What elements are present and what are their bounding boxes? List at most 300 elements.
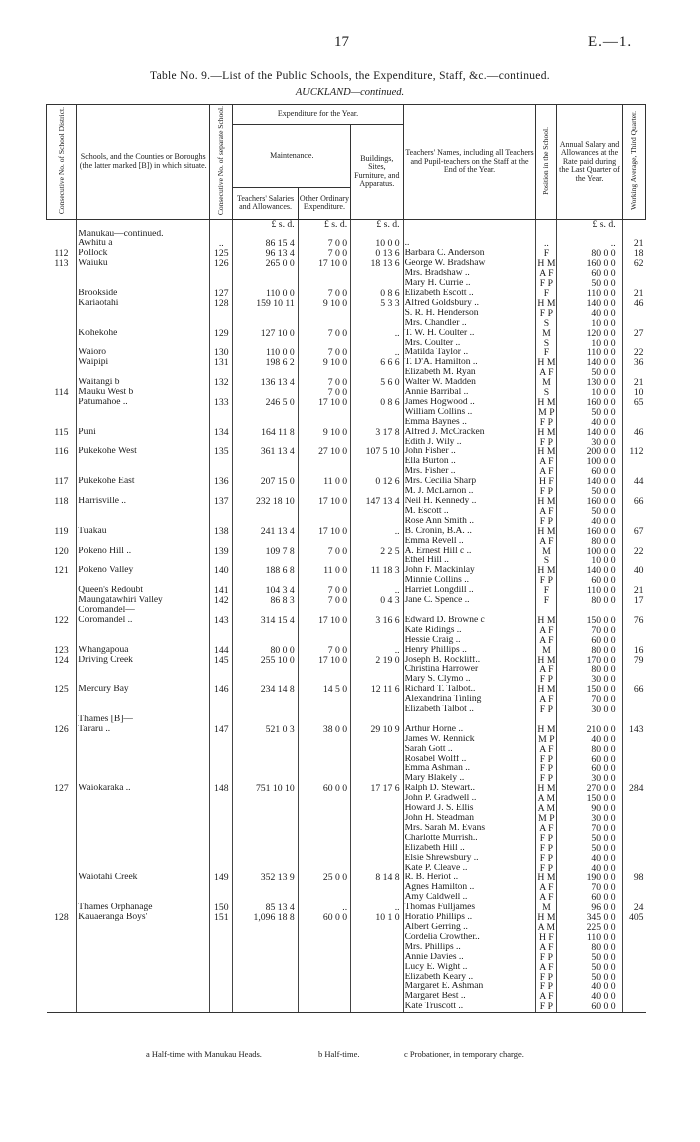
school-number (210, 963, 233, 973)
annual-salary (557, 715, 622, 725)
district-number (47, 230, 77, 240)
table-row (47, 626, 646, 636)
working-average (622, 992, 645, 1002)
teachers-salaries: 96 13 4 (233, 249, 298, 259)
teacher-name: Ella Burton .. (403, 457, 536, 467)
teacher-name: Annie Barribal .. (403, 388, 536, 398)
school-name: Patumahoe .. (77, 398, 210, 408)
teacher-position: F P (536, 309, 557, 319)
school-number: 148 (210, 784, 233, 794)
teacher-position: A F (536, 626, 557, 636)
buildings-expenditure (351, 269, 403, 279)
other-expenditure: 7 0 0 (298, 378, 350, 388)
buildings-expenditure: 3 17 8 (351, 428, 403, 438)
teacher-position: M (536, 903, 557, 913)
other-expenditure: 14 5 0 (298, 685, 350, 695)
annual-salary: 170 0 0 (557, 656, 622, 666)
school-number (210, 368, 233, 378)
school-number: 137 (210, 497, 233, 507)
teacher-position: A F (536, 824, 557, 834)
district-number (47, 695, 77, 705)
working-average (622, 705, 645, 715)
table-row (47, 616, 646, 626)
teacher-name: Barbara C. Anderson (403, 249, 536, 259)
annual-salary: 80 0 0 (557, 745, 622, 755)
working-average (622, 794, 645, 804)
teacher-name: Elizabeth Keary .. (403, 973, 536, 983)
working-average (622, 339, 645, 349)
teachers-salaries (233, 992, 298, 1002)
teacher-position: M (536, 646, 557, 656)
working-average: 21 (622, 289, 645, 299)
buildings-expenditure (351, 418, 403, 428)
annual-salary: 30 0 0 (557, 438, 622, 448)
working-average (622, 408, 645, 418)
teacher-position: F P (536, 279, 557, 289)
school-name: Pokeno Hill .. (77, 547, 210, 557)
teacher-name: Emma Ashman .. (403, 764, 536, 774)
school-name: Queen's Redoubt (77, 586, 210, 596)
district-number (47, 299, 77, 309)
working-average (622, 834, 645, 844)
teacher-position: A F (536, 457, 557, 467)
teacher-position: A M (537, 794, 556, 805)
school-name: Waipipi (77, 358, 210, 368)
teachers-salaries (233, 943, 298, 953)
teacher-position: F P (536, 438, 557, 448)
working-average (622, 864, 645, 874)
school-number (210, 705, 233, 715)
school-name (77, 854, 210, 864)
buildings-expenditure: .. (351, 903, 403, 913)
annual-salary: 96 0 0 (557, 903, 622, 913)
buildings-expenditure (351, 963, 403, 973)
annual-salary: 80 0 0 (557, 646, 622, 656)
working-average: 10 (622, 388, 645, 398)
other-expenditure (298, 507, 350, 517)
school-number (210, 864, 233, 874)
other-expenditure: 7 0 0 (298, 586, 350, 596)
teachers-salaries (233, 963, 298, 973)
annual-salary: 40 0 0 (557, 418, 622, 428)
buildings-expenditure (351, 854, 403, 864)
teacher-name: Elizabeth Talbot .. (403, 705, 536, 715)
teacher-name: Albert Gerring .. (403, 923, 536, 933)
district-number (47, 963, 77, 973)
teachers-salaries (233, 368, 298, 378)
other-expenditure (298, 537, 350, 547)
district-number (47, 834, 77, 844)
district-number: 113 (54, 259, 69, 270)
table-row (47, 695, 646, 705)
unit-label: £ (592, 219, 598, 230)
table-row (47, 477, 646, 487)
district-number (47, 626, 77, 636)
working-average (622, 963, 645, 973)
district-number (47, 457, 77, 467)
school-name (77, 933, 210, 943)
school-number (210, 715, 233, 725)
buildings-expenditure (351, 319, 403, 329)
annual-salary: 30 0 0 (557, 774, 622, 784)
school-name: Waioro (77, 348, 210, 358)
teachers-salaries: 521 0 3 (233, 725, 298, 735)
working-average: 405 (622, 913, 645, 923)
school-name (77, 438, 210, 448)
teacher-position: F P (536, 675, 557, 685)
district-number (47, 943, 77, 953)
table-row (47, 814, 646, 824)
annual-salary: 270 0 0 (557, 784, 622, 794)
teacher-name: James Hogwood .. (403, 398, 536, 408)
working-average (622, 715, 645, 725)
other-expenditure: 7 0 0 (298, 289, 350, 299)
teacher-position: F P (536, 755, 557, 765)
teachers-salaries (233, 695, 298, 705)
other-expenditure: 9 10 0 (298, 358, 350, 368)
teachers-salaries (233, 418, 298, 428)
teachers-salaries (233, 745, 298, 755)
other-expenditure (298, 953, 350, 963)
teachers-salaries: 751 10 10 (233, 784, 298, 794)
buildings-expenditure (351, 764, 403, 774)
other-expenditure (298, 1002, 350, 1012)
teacher-name: Christina Harrower (403, 665, 536, 675)
working-average: 62 (622, 259, 645, 269)
table-row (47, 715, 646, 725)
school-number (210, 675, 233, 685)
school-number (210, 418, 233, 428)
district-number (47, 844, 77, 854)
annual-salary: 140 0 0 (557, 358, 622, 368)
district-number (47, 408, 77, 418)
school-name (77, 794, 210, 804)
teachers-salaries: 136 13 4 (233, 378, 298, 388)
teacher-position: F P (536, 764, 557, 774)
teacher-position: H M (537, 358, 556, 369)
buildings-expenditure (351, 715, 403, 725)
school-name (77, 576, 210, 586)
school-name: Thames [B]— (77, 715, 210, 725)
annual-salary: 160 0 0 (557, 398, 622, 408)
table-row (47, 774, 646, 784)
teachers-salaries (233, 507, 298, 517)
teacher-name: Henry Phillips .. (403, 646, 536, 656)
annual-salary: 80 0 0 (557, 537, 622, 547)
teacher-name: A. Ernest Hill c .. (403, 547, 536, 557)
table-row (47, 824, 646, 834)
teacher-name: T. W. H. Coulter .. (403, 329, 536, 339)
school-number (210, 992, 233, 1002)
other-expenditure (298, 665, 350, 675)
other-expenditure (298, 883, 350, 893)
other-expenditure (298, 457, 350, 467)
working-average (622, 269, 645, 279)
table-row (47, 675, 646, 685)
working-average (622, 735, 645, 745)
school-number (210, 556, 233, 566)
annual-salary: 140 0 0 (557, 299, 622, 309)
table-row (47, 764, 646, 774)
teacher-name (403, 715, 536, 725)
district-number (47, 893, 77, 903)
teacher-name: Alexandrina Tinling (403, 695, 536, 705)
annual-salary: 60 0 0 (557, 636, 622, 646)
working-average: 66 (622, 685, 645, 695)
teachers-salaries: 352 13 9 (233, 873, 298, 883)
working-average: 18 (622, 249, 645, 259)
annual-salary: 60 0 0 (557, 269, 622, 279)
working-average: 21 (622, 239, 645, 249)
school-name (77, 982, 210, 992)
working-average: 17 (622, 596, 645, 606)
school-number (210, 893, 233, 903)
annual-salary: 40 0 0 (557, 309, 622, 319)
annual-salary: 80 0 0 (557, 665, 622, 675)
working-average: 284 (622, 784, 645, 794)
header-working-average: Working Average, Third Quarter. (622, 105, 645, 220)
district-number (47, 794, 77, 804)
buildings-expenditure (351, 408, 403, 418)
other-expenditure: 17 10 0 (298, 398, 350, 408)
school-name: Waiokaraka .. (77, 784, 210, 794)
teacher-position: S (536, 319, 557, 329)
other-expenditure (298, 705, 350, 715)
other-expenditure (298, 992, 350, 1002)
working-average (622, 953, 645, 963)
table-row (47, 368, 646, 378)
teachers-salaries: 109 7 8 (233, 547, 298, 557)
teacher-position: S (536, 339, 557, 349)
other-expenditure: 17 10 0 (298, 616, 350, 626)
district-number (47, 467, 77, 477)
unit-label: d. (287, 219, 295, 230)
teachers-salaries (233, 319, 298, 329)
buildings-expenditure: 107 5 10 (351, 447, 403, 457)
school-number (210, 457, 233, 467)
other-expenditure: 60 0 0 (298, 913, 350, 923)
teacher-name: Edward D. Browne c (403, 616, 536, 626)
school-number (210, 824, 233, 834)
teacher-position: A F (536, 368, 557, 378)
school-name: Pollock (77, 249, 210, 259)
school-number (210, 388, 233, 398)
header-teachers-salaries: Teachers' Salaries and Allowances. (233, 187, 298, 219)
teachers-salaries (233, 814, 298, 824)
district-number: 126 (54, 724, 69, 735)
school-name (77, 368, 210, 378)
district-number (47, 864, 77, 874)
district-number (47, 596, 77, 606)
other-expenditure: 7 0 0 (298, 596, 350, 606)
teacher-name: Richard T. Talbot.. (403, 685, 536, 695)
buildings-expenditure (351, 755, 403, 765)
buildings-expenditure: 2 2 5 (351, 547, 403, 557)
school-number (210, 764, 233, 774)
buildings-expenditure (351, 745, 403, 755)
school-number (210, 269, 233, 279)
working-average (622, 636, 645, 646)
buildings-expenditure: 0 8 6 (351, 289, 403, 299)
teacher-position: M P (536, 735, 557, 745)
school-name: Puni (77, 428, 210, 438)
table-row (47, 467, 646, 477)
buildings-expenditure: 10 1 0 (351, 913, 403, 923)
teacher-name: Kate P. Cleave .. (403, 864, 536, 874)
buildings-expenditure (351, 705, 403, 715)
other-expenditure: .. (298, 903, 350, 913)
teacher-name: M. J. McLarnon .. (403, 487, 536, 497)
working-average: 65 (622, 398, 645, 408)
school-number: 146 (210, 685, 233, 695)
working-average: 24 (622, 903, 645, 913)
annual-salary: 70 0 0 (557, 626, 622, 636)
district-number: 120 (54, 546, 69, 557)
teacher-position: F (536, 249, 557, 259)
table-row (47, 963, 646, 973)
school-number (210, 973, 233, 983)
annual-salary: 50 0 0 (557, 973, 622, 983)
buildings-expenditure: 5 6 0 (351, 378, 403, 388)
school-name (77, 279, 210, 289)
annual-salary: 60 0 0 (557, 764, 622, 774)
teacher-position: F (536, 586, 557, 596)
table-row (47, 319, 646, 329)
teacher-position: F P (536, 576, 557, 586)
school-name (77, 755, 210, 765)
teacher-position: A F (536, 507, 557, 517)
teachers-salaries: 241 13 4 (233, 527, 298, 537)
school-number: 151 (210, 913, 233, 923)
buildings-expenditure: 0 8 6 (351, 398, 403, 408)
working-average (622, 923, 645, 933)
other-expenditure (298, 606, 350, 616)
district-number (47, 903, 77, 913)
header-maintenance: Maintenance. (233, 125, 351, 188)
working-average (622, 675, 645, 685)
table-row (47, 646, 646, 656)
teacher-name: John Fisher .. (403, 447, 536, 457)
annual-salary: 100 0 0 (557, 457, 622, 467)
annual-salary: 140 0 0 (557, 428, 622, 438)
annual-salary: 80 0 0 (557, 249, 622, 259)
header-expenditure: Expenditure for the Year. (233, 105, 403, 125)
working-average: 67 (622, 527, 645, 537)
buildings-expenditure (351, 626, 403, 636)
school-name (77, 923, 210, 933)
district-number (47, 289, 77, 299)
district-number (47, 586, 77, 596)
table-row (47, 398, 646, 408)
working-average: 22 (622, 348, 645, 358)
annual-salary: 30 0 0 (557, 675, 622, 685)
other-expenditure (298, 517, 350, 527)
school-number: 126 (210, 259, 233, 269)
annual-salary: 130 0 0 (557, 378, 622, 388)
school-number (210, 1002, 233, 1012)
school-name: Maungatawhiri Valley (77, 596, 210, 606)
teacher-name: Mrs. Sarah M. Evans (403, 824, 536, 834)
school-name (77, 774, 210, 784)
school-number: 145 (210, 656, 233, 666)
district-number: 115 (54, 427, 69, 438)
district-number (47, 992, 77, 1002)
buildings-expenditure (351, 864, 403, 874)
annual-salary: 30 0 0 (557, 705, 622, 715)
school-name: Waiotahi Creek (77, 873, 210, 883)
working-average: 143 (622, 725, 645, 735)
other-expenditure: 7 0 0 (298, 388, 350, 398)
table-row (47, 507, 646, 517)
table-row (47, 943, 646, 953)
buildings-expenditure (351, 339, 403, 349)
annual-salary: 40 0 0 (557, 854, 622, 864)
annual-salary: 70 0 0 (557, 883, 622, 893)
annual-salary: 225 0 0 (557, 923, 622, 933)
teacher-position: H M (537, 427, 556, 438)
school-number (210, 834, 233, 844)
table-row (47, 992, 646, 1002)
teachers-salaries (233, 844, 298, 854)
working-average: 22 (622, 547, 645, 557)
teacher-position: F P (536, 864, 557, 874)
other-expenditure (298, 695, 350, 705)
table-row (47, 378, 646, 388)
buildings-expenditure (351, 933, 403, 943)
district-number (47, 715, 77, 725)
teachers-salaries (233, 269, 298, 279)
buildings-expenditure (351, 794, 403, 804)
teacher-position: F P (536, 973, 557, 983)
buildings-expenditure: .. (351, 348, 403, 358)
teacher-name: William Collins .. (403, 408, 536, 418)
buildings-expenditure (351, 438, 403, 448)
buildings-expenditure: 10 0 0 (351, 239, 403, 249)
teachers-salaries: 361 13 4 (233, 447, 298, 457)
table-row (47, 299, 646, 309)
school-number (210, 695, 233, 705)
working-average (622, 309, 645, 319)
teacher-name: Margaret Best .. (403, 992, 536, 1002)
school-number: 143 (210, 616, 233, 626)
other-expenditure (298, 319, 350, 329)
buildings-expenditure (351, 834, 403, 844)
buildings-expenditure: 8 14 8 (351, 873, 403, 883)
table-row (47, 348, 646, 358)
teachers-salaries: 127 10 0 (233, 329, 298, 339)
school-name: Waitangi b (77, 378, 210, 388)
working-average: 40 (622, 566, 645, 576)
teachers-salaries: 80 0 0 (233, 646, 298, 656)
working-average (622, 1002, 645, 1012)
school-number (210, 537, 233, 547)
teacher-name: George W. Bradshaw (403, 259, 536, 269)
school-name: Whangapoua (77, 646, 210, 656)
working-average (622, 774, 645, 784)
annual-salary: 80 0 0 (557, 596, 622, 606)
annual-salary: 80 0 0 (557, 943, 622, 953)
school-name: Kauaeranga Boys' (77, 913, 210, 923)
other-expenditure (298, 854, 350, 864)
teacher-name: Mary Blakely .. (403, 774, 536, 784)
teachers-salaries (233, 675, 298, 685)
working-average (622, 982, 645, 992)
table-title: Table No. 9.—List of the Public Schools, the Expenditure, Staff, &c.—continued. (150, 70, 550, 82)
teacher-position: A F (536, 665, 557, 675)
teachers-salaries: 159 10 11 (233, 299, 298, 309)
table-row (47, 566, 646, 576)
working-average: 76 (622, 616, 645, 626)
